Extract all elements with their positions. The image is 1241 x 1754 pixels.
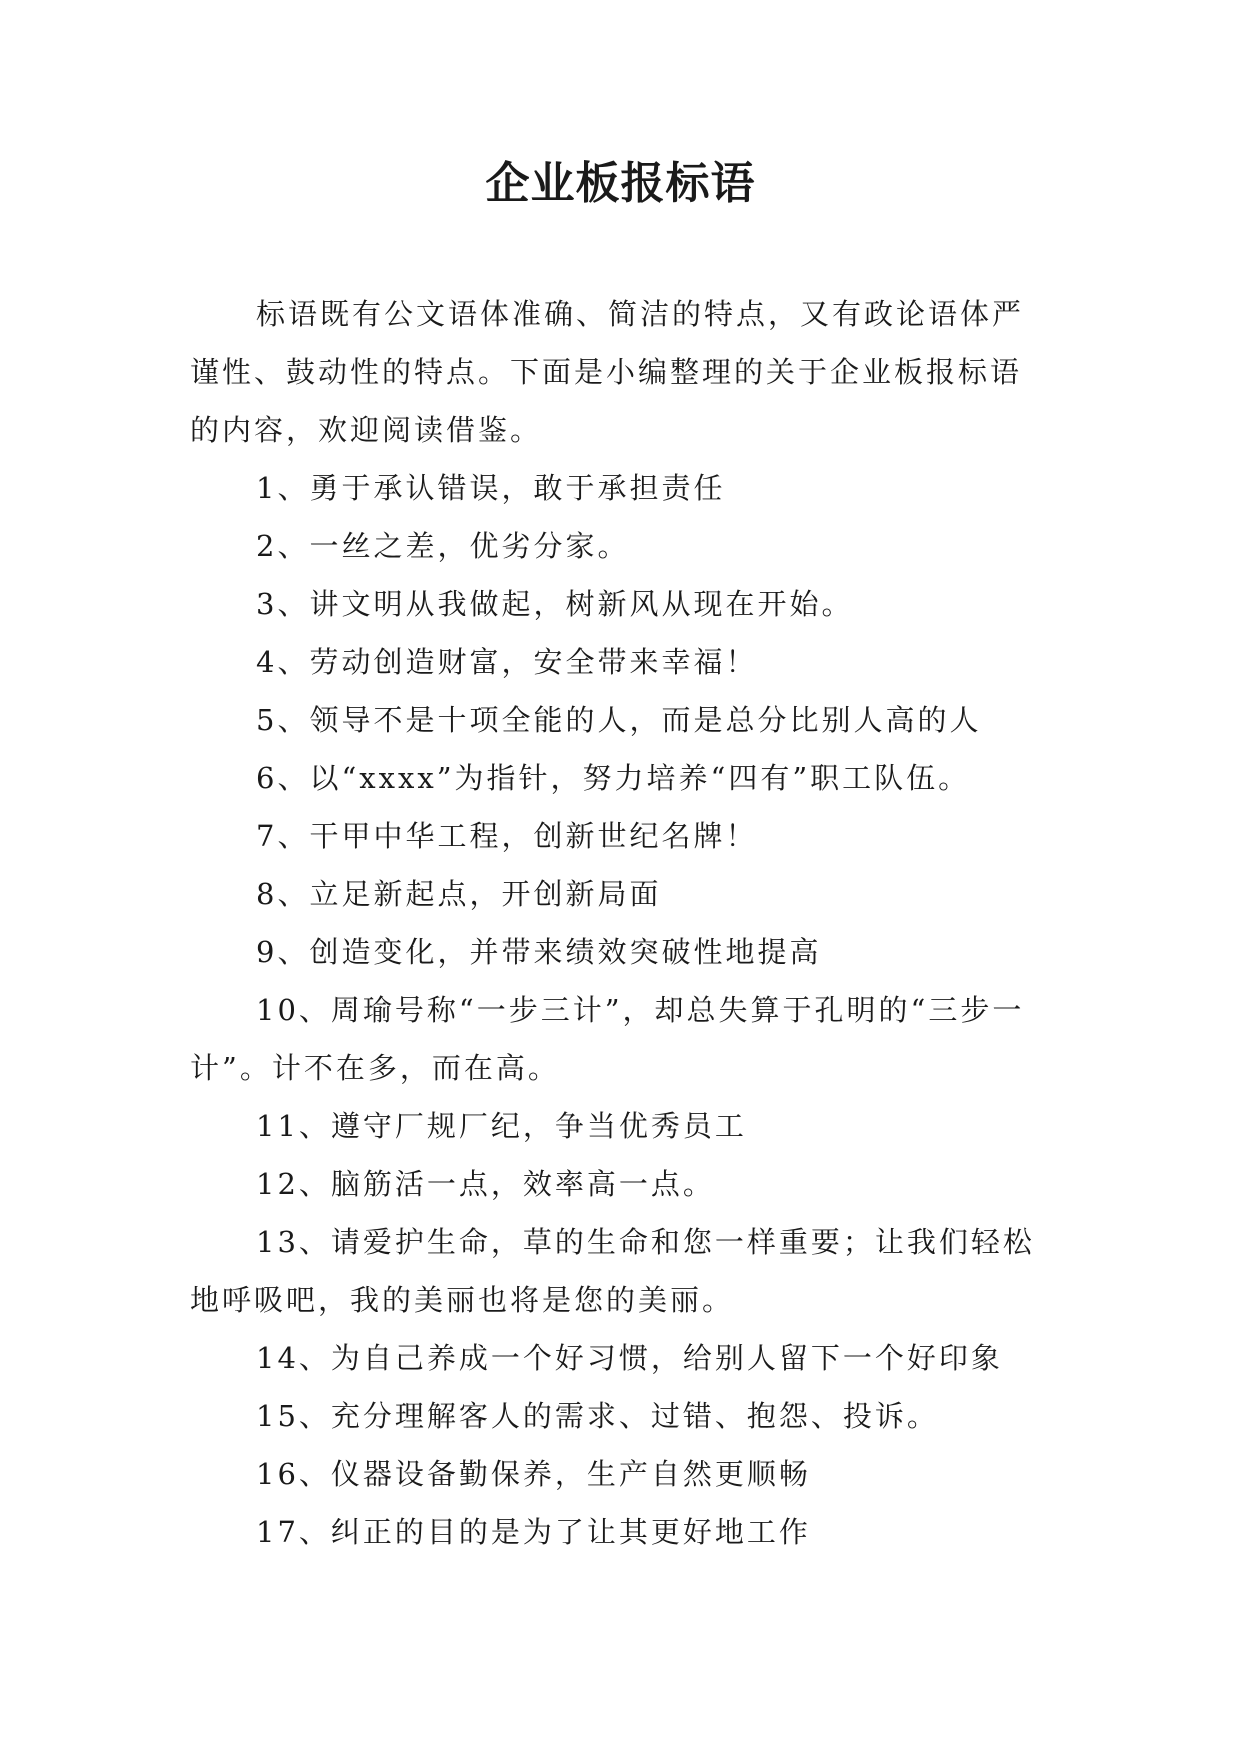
slogan-item: 6、以“xxxx”为指针，努力培养“四有”职工队伍。 [256, 761, 971, 795]
document-title: 企业板报标语 [485, 158, 756, 209]
slogan-item: 11、遵守厂规厂纪，争当优秀员工 [256, 1109, 747, 1143]
slogan-item: 3、讲文明从我做起，树新风从现在开始。 [256, 587, 854, 621]
slogan-item: 12、脑筋活一点，效率高一点。 [256, 1167, 715, 1201]
slogan-item: 16、仪器设备勤保养，生产自然更顺畅 [256, 1457, 811, 1491]
slogan-item: 7、干甲中华工程，创新世纪名牌！ [256, 819, 758, 853]
slogan-item: 1、勇于承认错误，敢于承担责任 [256, 471, 726, 505]
slogan-item: 10、周瑜号称“一步三计”，却总失算于孔明的“三步一计”。计不在多，而在高。 [190, 993, 1025, 1085]
slogan-item: 15、充分理解客人的需求、过错、抱怨、投诉。 [256, 1399, 939, 1433]
slogan-item: 8、立足新起点，开创新局面 [256, 877, 662, 911]
slogan-item: 14、为自己养成一个好习惯，给别人留下一个好印象 [256, 1341, 1003, 1375]
slogan-item: 13、请爱护生命，草的生命和您一样重要；让我们轻松地呼吸吧，我的美丽也将是您的美丽。 [190, 1225, 1035, 1317]
slogan-item: 17、纠正的目的是为了让其更好地工作 [256, 1515, 811, 1549]
slogan-item: 5、领导不是十项全能的人，而是总分比别人高的人 [256, 703, 982, 737]
slogan-item: 4、劳动创造财富，安全带来幸福！ [256, 645, 758, 679]
document-body [190, 285, 1050, 1561]
slogan-item: 2、一丝之差，优劣分家。 [256, 529, 630, 563]
intro-paragraph: 标语既有公文语体准确、简洁的特点，又有政论语体严谨性、鼓动性的特点。下面是小编整理的关于企业板报标语的内容，欢迎阅读借鉴。 [190, 297, 1025, 447]
slogan-item: 9、创造变化，并带来绩效突破性地提高 [256, 935, 822, 969]
